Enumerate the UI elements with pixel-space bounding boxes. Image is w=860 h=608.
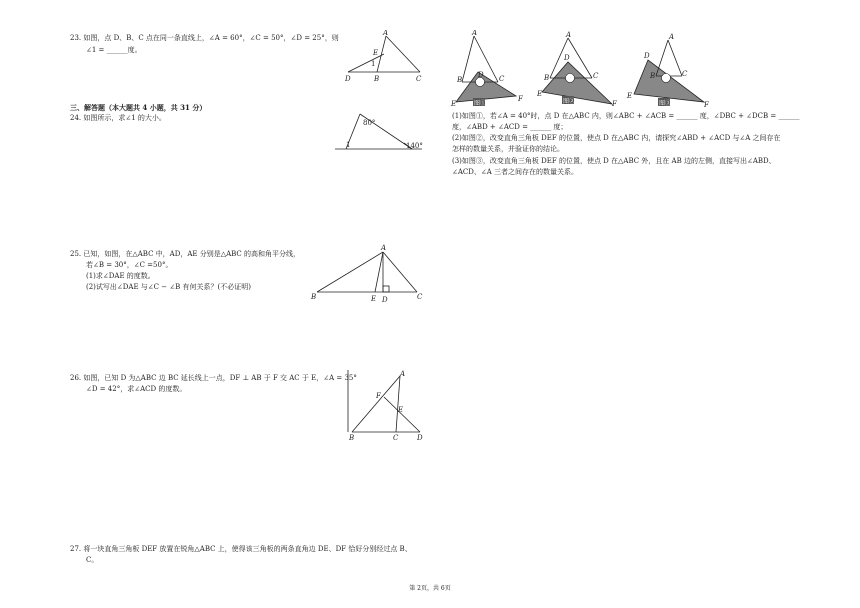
right-p2-line1: (2)如图②，改变直角三角板 DEF 的位置，使点 D 在△ABC 内，请探究∠ABD + ∠ACD 与∠A 之间存在	[452, 134, 781, 142]
fig2-label-e: E	[537, 90, 543, 98]
fig1-label-e: E	[451, 100, 457, 108]
q27-text-line2: C。	[86, 556, 99, 564]
q26-label-e: E	[398, 406, 404, 414]
q23-label-e: E	[373, 49, 379, 57]
q24-figure	[330, 105, 425, 155]
fig1-label-d: D	[478, 71, 484, 79]
q23-text-line1: 23. 如图，点 D、B、C 点在同一条直线上，∠A = 60°，∠C = 50°，∠D = 25°，则	[70, 34, 339, 42]
q26-text-line1: 26. 如图，已知 D 为△ABC 边 BC 延长线上一点，DF ⊥ AB 于 F 交 AC 于 E，∠A = 35°	[70, 374, 357, 382]
q25-text-line3: (1)求∠DAE 的度数。	[86, 272, 155, 280]
q23-text-line2: ∠1 = ______度。	[86, 46, 142, 54]
right-figure-2	[536, 30, 624, 108]
fig1-caption: 图①	[474, 100, 487, 107]
q25-text-line4: (2)试写出∠DAE 与∠C − ∠B 有何关系？(不必证明)	[86, 283, 252, 291]
q25-text-line1: 25. 已知，如图，在△ABC 中，AD，AE 分别是△ABC 的高和角平分线，	[70, 250, 301, 258]
q24-label-1: 1	[346, 141, 351, 149]
fig3-label-d: D	[644, 52, 650, 60]
fig2-label-a: A	[566, 31, 572, 39]
q24-text-line1: 24. 如图所示，求∠1 的大小。	[70, 114, 166, 122]
q26-label-c: C	[393, 434, 399, 442]
q25-label-c: C	[417, 293, 423, 301]
fig1-label-c: C	[499, 75, 505, 83]
q25-text-line2: 若∠B = 30°，∠C =50°。	[86, 261, 173, 269]
fig1-label-b: B	[457, 76, 463, 84]
q25-figure	[305, 240, 430, 305]
page-footer: 第 2页，共 6页	[409, 585, 451, 592]
q23-label-c: C	[416, 75, 422, 83]
fig3-label-f: F	[704, 101, 709, 108]
fig1-label-f: F	[518, 95, 523, 103]
fig2-caption: 图②	[563, 98, 576, 105]
fig1-label-a: A	[472, 30, 478, 37]
q23-label-d: D	[345, 75, 351, 83]
q26-label-b: B	[349, 434, 355, 442]
q26-figure	[340, 368, 430, 443]
right-p1-line1: (1)如图①，若∠A = 40°时，点 D 在△ABC 内，则∠ABC + ∠ACB = ______ 度，∠DBC + ∠DCB = ______	[452, 112, 800, 120]
right-p3-line1: (3)如图③，改变直角三角板 DEF 的位置，使点 D 在△ABC 外，且在 AB 边的左侧，直接写出∠ABD、	[452, 157, 776, 165]
q26-label-d: D	[417, 434, 423, 442]
right-p3-line2: ∠ACD、∠A 三者之间存在的数量关系。	[452, 168, 579, 176]
q24-label-80: 80°	[363, 119, 376, 127]
q23-label-b: B	[374, 75, 380, 83]
q25-label-e: E	[371, 295, 377, 303]
fig2-label-f: F	[612, 100, 617, 108]
right-p2-line2: 怎样的数量关系，并验证你的结论。	[452, 145, 564, 153]
q23-figure	[340, 30, 425, 85]
fig2-label-b: B	[544, 74, 550, 82]
q26-label-a: A	[400, 370, 406, 378]
q25-label-d: D	[382, 296, 388, 304]
q27-text-line1: 27. 将一块直角三角板 DEF 放置在锐角△ABC 上，使得该三角板的两条直角边 DE、DF 恰好分别经过点 B、	[70, 545, 412, 553]
fig3-label-b: B	[650, 72, 656, 80]
section-3-heading: 三、解答题（本大题共 4 小题，共 31 分）	[70, 103, 207, 112]
q24-label-140: 140°	[406, 142, 423, 150]
q23-label-a: A	[383, 30, 389, 37]
q23-label-1: 1	[371, 60, 376, 68]
fig2-label-d: D	[564, 54, 570, 62]
q25-label-a: A	[381, 244, 387, 252]
right-figure-1	[448, 30, 536, 108]
fig3-label-a: A	[669, 33, 675, 41]
right-figure-3	[624, 30, 712, 108]
fig3-label-e: E	[627, 92, 633, 100]
fig3-caption: 图③	[659, 100, 672, 107]
q25-label-b: B	[311, 293, 317, 301]
q26-text-line2: ∠D = 42°，求∠ACD 的度数。	[86, 385, 187, 393]
fig2-label-c: C	[593, 72, 599, 80]
fig3-label-c: C	[682, 70, 688, 78]
q26-label-f: F	[376, 392, 381, 400]
right-p1-line2: 度，∠ABD + ∠ACD = ______ 度；	[452, 123, 568, 131]
